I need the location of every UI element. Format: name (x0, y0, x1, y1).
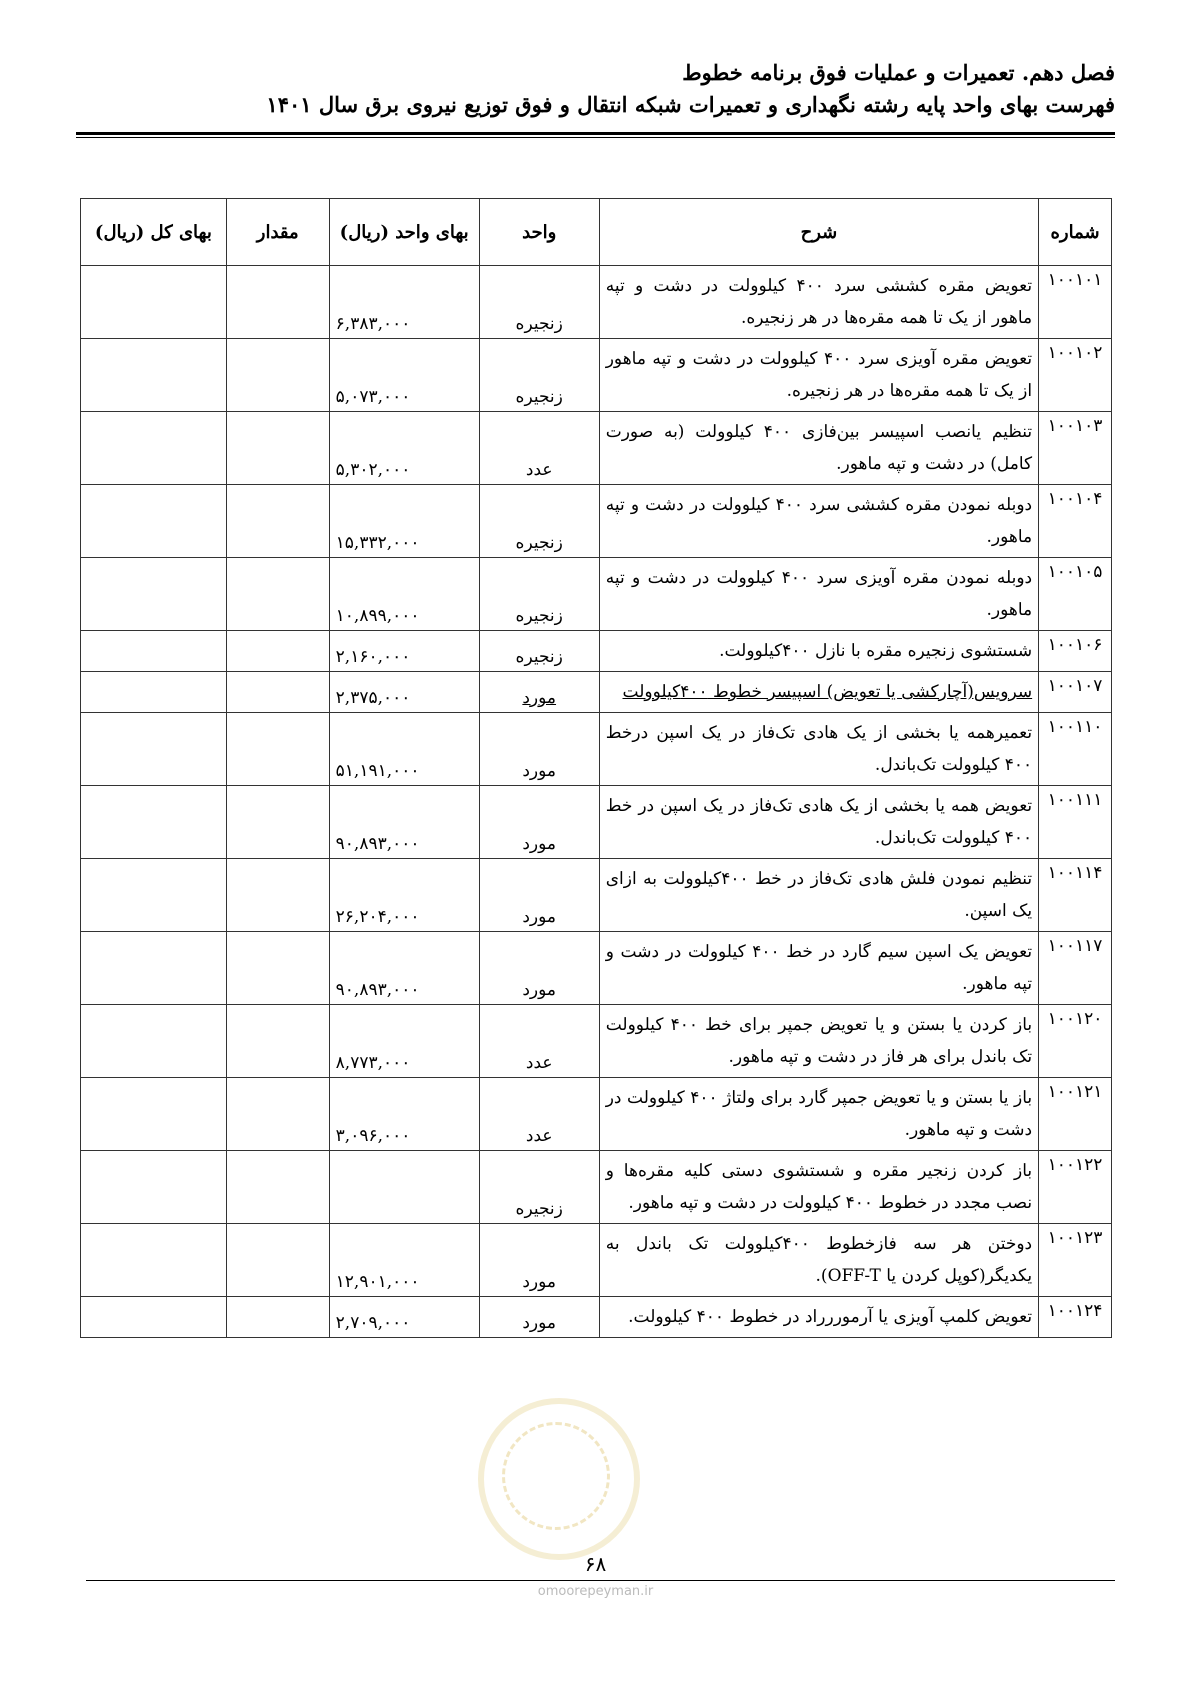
row-code: ۱۰۰۱۰۴ (1039, 485, 1112, 558)
table-row (81, 558, 1112, 631)
row-code: ۱۰۰۱۱۱ (1039, 786, 1112, 859)
row-unit: مورد (479, 1297, 599, 1338)
column-header-total: بهای کل (ریال) (81, 199, 227, 266)
table-row (81, 412, 1112, 485)
watermark-site: omoorepeyman.ir (537, 1584, 654, 1599)
table-row (81, 1224, 1112, 1297)
row-code: ۱۰۰۱۲۰ (1039, 1005, 1112, 1078)
row-unit: زنجیره (479, 339, 599, 412)
row-unit: عدد (479, 1078, 599, 1151)
table-row (81, 1297, 1112, 1338)
row-total (81, 485, 227, 558)
row-unit: مورد (479, 859, 599, 932)
price-list-table (80, 198, 1112, 1338)
row-total (81, 266, 227, 339)
row-quantity (226, 1297, 329, 1338)
row-unit: مورد (479, 932, 599, 1005)
row-total (81, 412, 227, 485)
row-total (81, 859, 227, 932)
page-number: ۶۸ (584, 1552, 607, 1576)
column-header-unit: واحد (479, 199, 599, 266)
row-total (81, 1151, 227, 1224)
row-total (81, 672, 227, 713)
chapter-title: فصل دهم. تعمیرات و عملیات فوق برنامه خطوط (682, 60, 1115, 85)
table-row (81, 672, 1112, 713)
row-code: ۱۰۰۱۱۰ (1039, 713, 1112, 786)
row-description: تعویض کلمپ آویزی یا آرموررراد در خطوط ۴۰۰ کیلوولت. (599, 1297, 1038, 1338)
row-unit-price (329, 1151, 479, 1224)
row-unit-price: ۵,۳۰۲,۰۰۰ (329, 412, 479, 485)
row-unit-price: ۲,۳۷۵,۰۰۰ (329, 672, 479, 713)
header-rule-thick (76, 132, 1115, 135)
row-code: ۱۰۰۱۲۲ (1039, 1151, 1112, 1224)
row-description: دوبله نمودن مقره کششی سرد ۴۰۰ کیلوولت در دشت و تپه ماهور. (599, 485, 1038, 558)
row-total (81, 786, 227, 859)
row-total (81, 1005, 227, 1078)
row-quantity (226, 713, 329, 786)
header-rule-thin (76, 137, 1115, 138)
row-code: ۱۰۰۱۱۴ (1039, 859, 1112, 932)
row-description: تنظیم نمودن فلش هادی تک‌فاز در خط ۴۰۰کیلوولت به ازای یک اسپن. (599, 859, 1038, 932)
row-unit: مورد (479, 1224, 599, 1297)
row-quantity (226, 266, 329, 339)
row-unit-price: ۹۰,۸۹۳,۰۰۰ (329, 786, 479, 859)
row-total (81, 1224, 227, 1297)
row-unit-price: ۵۱,۱۹۱,۰۰۰ (329, 713, 479, 786)
row-description: تنظیم یانصب اسپیسر بین‌فازی ۴۰۰ کیلوولت (به صورت کامل) در دشت و تپه ماهور. (599, 412, 1038, 485)
row-unit-price: ۲,۷۰۹,۰۰۰ (329, 1297, 479, 1338)
row-code: ۱۰۰۱۱۷ (1039, 932, 1112, 1005)
table-row (81, 713, 1112, 786)
row-unit: مورد (479, 672, 599, 713)
row-description: تعمیرهمه یا بخشی از یک هادی تک‌فاز در یک اسپن درخط ۴۰۰ کیلوولت تک‌باندل. (599, 713, 1038, 786)
row-quantity (226, 1151, 329, 1224)
row-quantity (226, 1005, 329, 1078)
table-row (81, 1151, 1112, 1224)
row-code: ۱۰۰۱۰۲ (1039, 339, 1112, 412)
table-row (81, 266, 1112, 339)
row-description: تعویض یک اسپن سیم گارد در خط ۴۰۰ کیلوولت در دشت و تپه ماهور. (599, 932, 1038, 1005)
row-unit-price: ۹۰,۸۹۳,۰۰۰ (329, 932, 479, 1005)
row-description: باز کردن زنجیر مقره و شستشوی دستی کلیه مقره‌ها و نصب مجدد در خطوط ۴۰۰ کیلوولت در دشت و تپه ماهور. (599, 1151, 1038, 1224)
row-code: ۱۰۰۱۲۳ (1039, 1224, 1112, 1297)
row-quantity (226, 412, 329, 485)
column-header-unit-price: بهای واحد (ریال) (329, 199, 479, 266)
row-description: باز یا بستن و یا تعویض جمپر گارد برای ولتاژ ۴۰۰ کیلوولت در دشت و تپه ماهور. (599, 1078, 1038, 1151)
row-quantity (226, 672, 329, 713)
row-code: ۱۰۰۱۰۷ (1039, 672, 1112, 713)
row-quantity (226, 558, 329, 631)
table-row (81, 631, 1112, 672)
row-total (81, 713, 227, 786)
row-description: باز کردن یا بستن و یا تعویض جمپر برای خط ۴۰۰ کیلوولت تک باندل برای هر فاز در دشت و تپه ماهور. (599, 1005, 1038, 1078)
row-unit-price: ۱۵,۳۳۲,۰۰۰ (329, 485, 479, 558)
column-header-description: شرح (599, 199, 1038, 266)
row-total (81, 932, 227, 1005)
row-code: ۱۰۰۱۰۶ (1039, 631, 1112, 672)
column-header-quantity: مقدار (226, 199, 329, 266)
row-quantity (226, 1224, 329, 1297)
row-unit-price: ۱۰,۸۹۹,۰۰۰ (329, 558, 479, 631)
row-unit: مورد (479, 786, 599, 859)
row-unit-price: ۲۶,۲۰۴,۰۰۰ (329, 859, 479, 932)
row-unit-price: ۸,۷۷۳,۰۰۰ (329, 1005, 479, 1078)
row-quantity (226, 786, 329, 859)
row-code: ۱۰۰۱۲۴ (1039, 1297, 1112, 1338)
row-total (81, 1297, 227, 1338)
row-quantity (226, 339, 329, 412)
table-row (81, 485, 1112, 558)
row-unit: زنجیره (479, 485, 599, 558)
row-unit-price: ۱۲,۹۰۱,۰۰۰ (329, 1224, 479, 1297)
row-unit: زنجیره (479, 1151, 599, 1224)
table-row (81, 339, 1112, 412)
row-quantity (226, 859, 329, 932)
row-unit-price: ۶,۳۸۳,۰۰۰ (329, 266, 479, 339)
row-total (81, 339, 227, 412)
document-subtitle: فهرست بهای واحد پایه رشته نگهداری و تعمیرات شبکه انتقال و فوق توزیع نیروی برق سال ۱۴۰۱ (266, 92, 1115, 117)
row-quantity (226, 631, 329, 672)
table-header-row (81, 199, 1112, 266)
row-description: تعویض مقره کششی سرد ۴۰۰ کیلوولت در دشت و تپه ماهور از یک تا همه مقره‌ها در هر زنجیره. (599, 266, 1038, 339)
row-unit-price: ۳,۰۹۶,۰۰۰ (329, 1078, 479, 1151)
row-unit: زنجیره (479, 558, 599, 631)
table-row (81, 786, 1112, 859)
row-quantity (226, 932, 329, 1005)
row-description: دوبله نمودن مقره آویزی سرد ۴۰۰ کیلوولت در دشت و تپه ماهور. (599, 558, 1038, 631)
watermark-seal-icon (478, 1398, 640, 1560)
table-row (81, 859, 1112, 932)
row-total (81, 558, 227, 631)
row-description: تعویض مقره آویزی سرد ۴۰۰ کیلوولت در دشت و تپه ماهور از یک تا همه مقره‌ها در هر زنجیره. (599, 339, 1038, 412)
row-total (81, 631, 227, 672)
table-row (81, 1005, 1112, 1078)
row-quantity (226, 1078, 329, 1151)
row-unit-price: ۵,۰۷۳,۰۰۰ (329, 339, 479, 412)
page-header (76, 58, 1115, 120)
table-row (81, 1078, 1112, 1151)
row-unit: عدد (479, 1005, 599, 1078)
table-row (81, 932, 1112, 1005)
row-quantity (226, 485, 329, 558)
row-unit: زنجیره (479, 631, 599, 672)
row-description: شستشوی زنجیره مقره با نازل ۴۰۰کیلوولت. (599, 631, 1038, 672)
row-unit-price: ۲,۱۶۰,۰۰۰ (329, 631, 479, 672)
row-code: ۱۰۰۱۰۳ (1039, 412, 1112, 485)
row-code: ۱۰۰۱۰۱ (1039, 266, 1112, 339)
row-description: تعویض همه یا بخشی از یک هادی تک‌فاز در یک اسپن در خط ۴۰۰ کیلوولت تک‌باندل. (599, 786, 1038, 859)
row-unit: زنجیره (479, 266, 599, 339)
column-header-code: شماره (1039, 199, 1112, 266)
row-unit: عدد (479, 412, 599, 485)
row-unit: مورد (479, 713, 599, 786)
row-code: ۱۰۰۱۲۱ (1039, 1078, 1112, 1151)
row-total (81, 1078, 227, 1151)
footer-rule (86, 1580, 1115, 1581)
row-description: دوختن هر سه فازخطوط ۴۰۰کیلوولت تک باندل به یکدیگر(کوپل کردن یا OFF-T). (599, 1224, 1038, 1297)
row-description: سرویس(آچارکشی یا تعویض) اسپیسر خطوط ۴۰۰کیلوولت (599, 672, 1038, 713)
row-code: ۱۰۰۱۰۵ (1039, 558, 1112, 631)
